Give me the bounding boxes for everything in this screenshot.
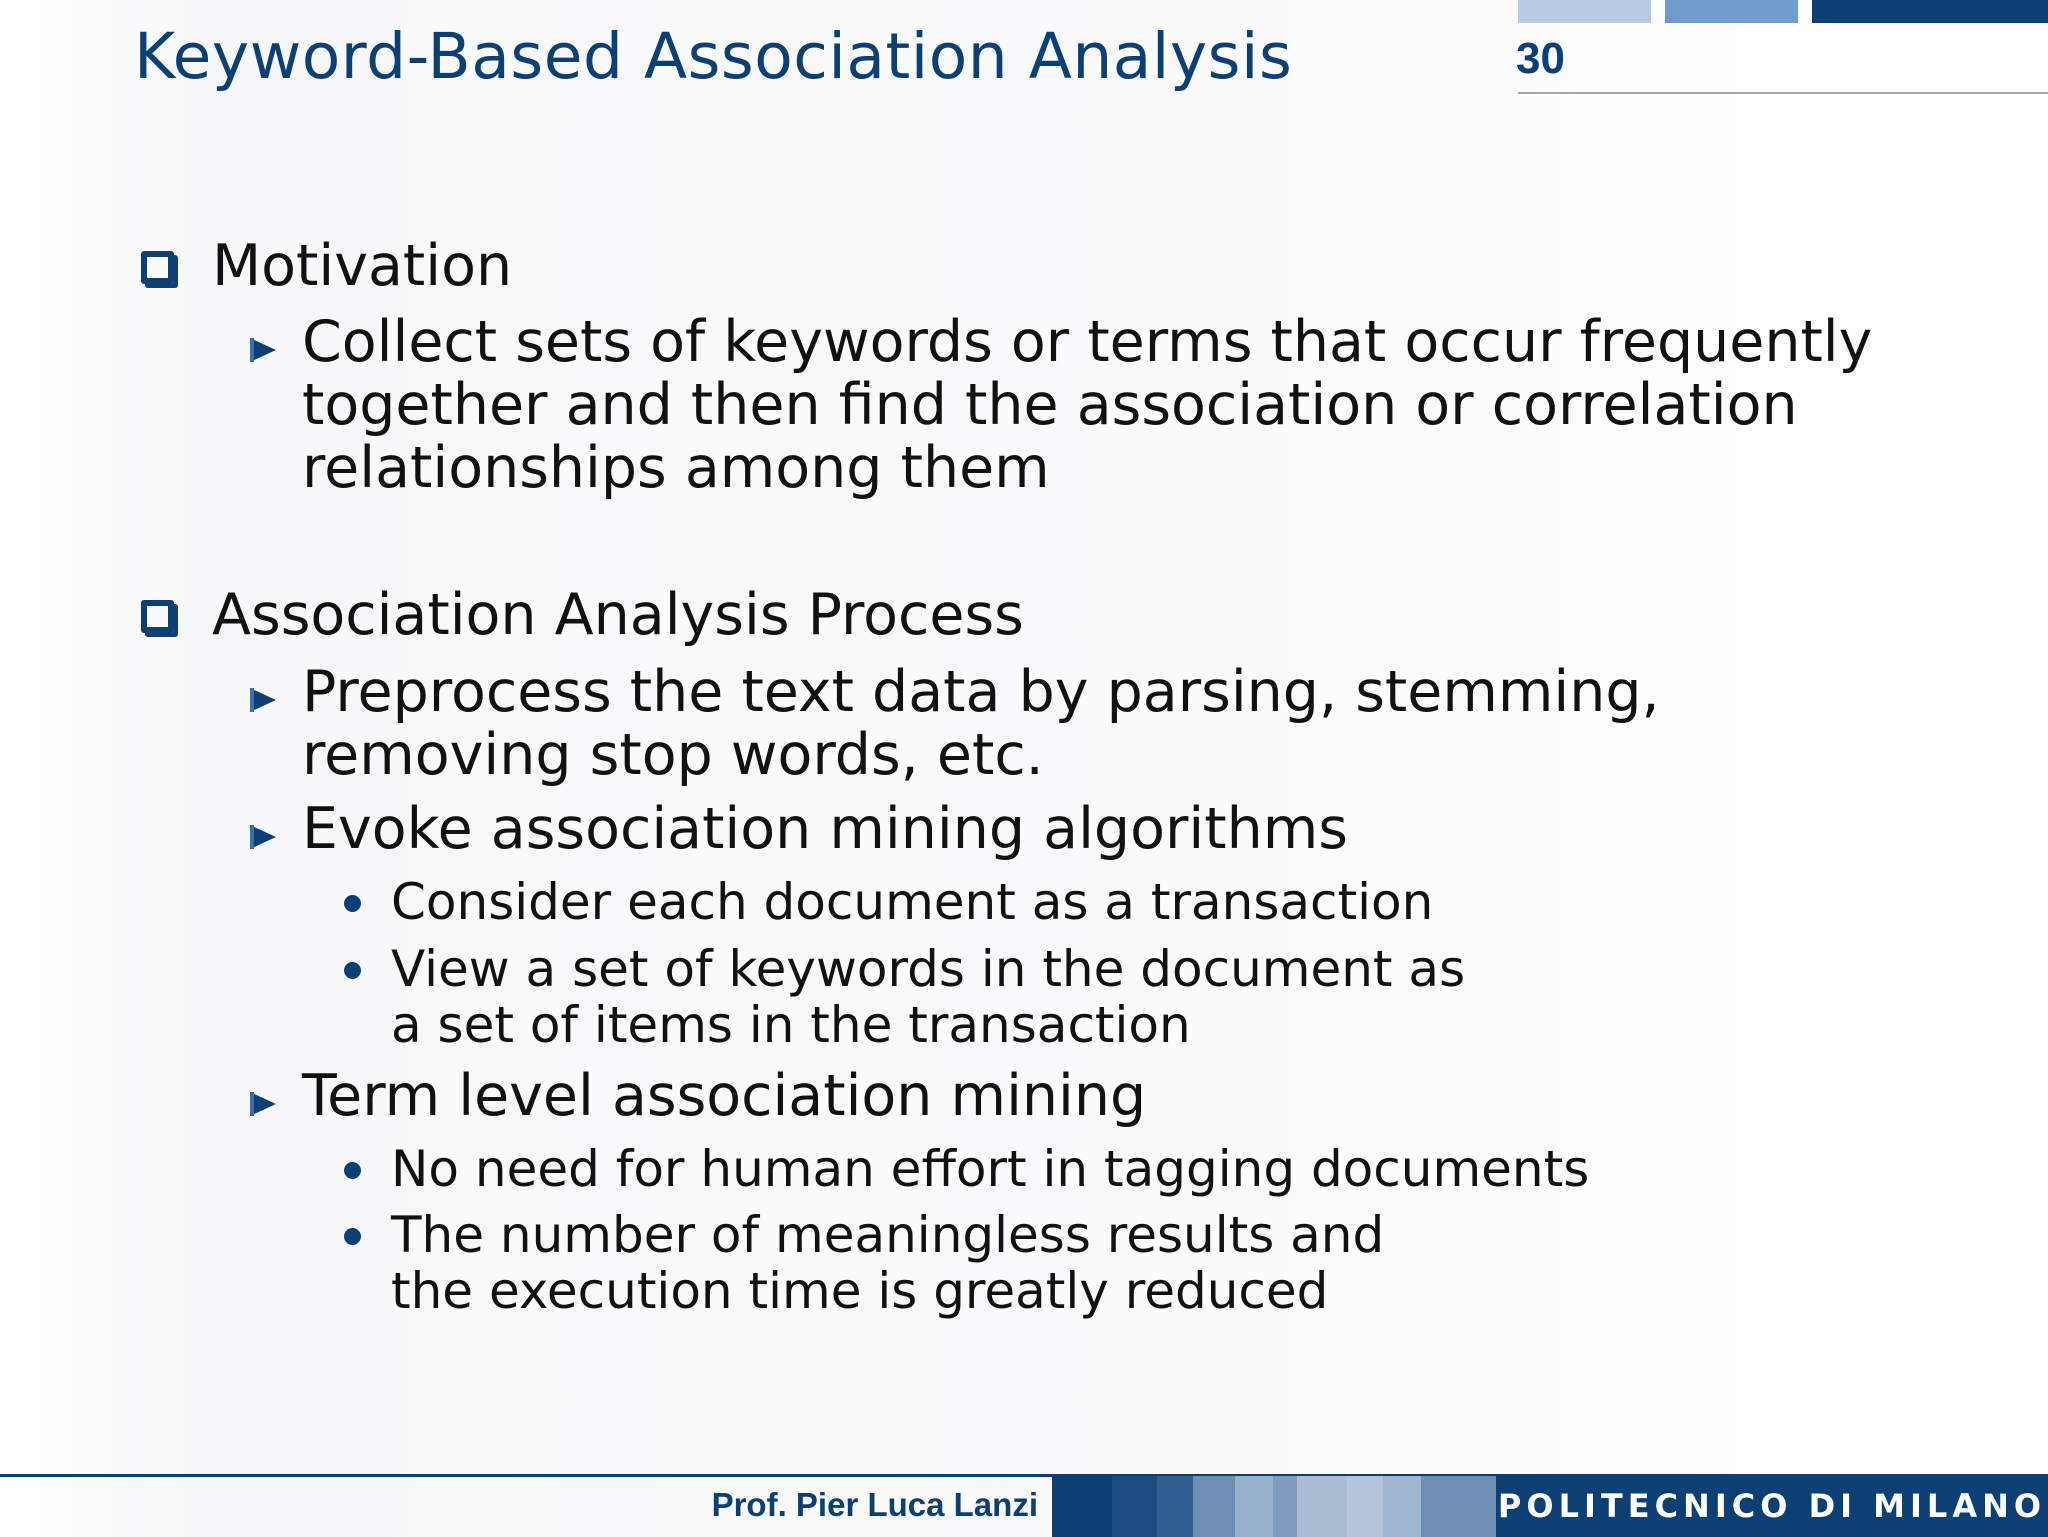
triangle-arrow-icon bbox=[248, 823, 278, 851]
triangle-arrow-icon bbox=[248, 1090, 278, 1118]
section-heading-process: Association Analysis Process bbox=[212, 582, 1024, 648]
footer-gradient-block bbox=[1347, 1476, 1383, 1537]
subbullet-line: The number of meaningless results and bbox=[391, 1206, 1385, 1264]
footer-gradient-block bbox=[1297, 1476, 1347, 1537]
footer-gradient-block bbox=[1112, 1476, 1157, 1537]
square-checkbox-icon bbox=[141, 251, 174, 284]
bullet-line: relationships among them bbox=[302, 435, 1050, 501]
subbullet-line: Consider each document as a transaction bbox=[391, 873, 1434, 931]
dot-icon bbox=[344, 1162, 361, 1179]
bullet-line: Collect sets of keywords or terms that occur frequently bbox=[302, 309, 1873, 375]
footer-gradient-block bbox=[1421, 1476, 1496, 1537]
subbullet-line: View a set of keywords in the document as bbox=[391, 940, 1466, 998]
header-decoration-dark bbox=[1812, 0, 2048, 23]
slide-title: Keyword-Based Association Analysis bbox=[134, 20, 1293, 93]
bullet-line: Preprocess the text data by parsing, stemming, bbox=[302, 659, 1660, 725]
square-checkbox-icon bbox=[141, 600, 174, 633]
section-heading-motivation: Motivation bbox=[212, 233, 513, 299]
triangle-arrow-icon bbox=[248, 686, 278, 714]
bullet-evoke-mining bbox=[302, 798, 1348, 861]
institution-name: POLITECNICO DI MILANO bbox=[1496, 1476, 2048, 1537]
subbullet-no-human-effort bbox=[391, 1141, 1589, 1197]
subbullet-keywords-items bbox=[391, 941, 1465, 1053]
subbullet-line: a set of items in the transaction bbox=[391, 996, 1191, 1054]
subbullet-line: No need for human effort in tagging documents bbox=[391, 1140, 1590, 1198]
subbullet-document-transaction bbox=[391, 874, 1433, 930]
page-number: 30 bbox=[1516, 34, 1565, 83]
author-name: Prof. Pier Luca Lanzi bbox=[711, 1486, 1038, 1523]
bullet-term-level bbox=[302, 1065, 1146, 1128]
footer-gradient-block bbox=[1273, 1476, 1297, 1537]
footer-gradient-block bbox=[1235, 1476, 1273, 1537]
footer-gradient-block bbox=[1052, 1476, 1112, 1537]
bullet-line: Term level association mining bbox=[302, 1063, 1147, 1129]
footer-gradient-block bbox=[1157, 1476, 1193, 1537]
header-decoration-medium bbox=[1665, 0, 1798, 23]
bullet-line: together and then find the association or correlation bbox=[302, 372, 1798, 438]
header-rule bbox=[1518, 92, 2048, 94]
bullet-line: removing stop words, etc. bbox=[302, 722, 1044, 788]
dot-icon bbox=[344, 1228, 361, 1245]
subbullet-line: the execution time is greatly reduced bbox=[391, 1262, 1329, 1320]
dot-icon bbox=[344, 895, 361, 912]
triangle-arrow-icon bbox=[248, 336, 278, 364]
bullet-preprocess bbox=[302, 661, 1660, 787]
bullet-collect-keywords bbox=[302, 311, 1872, 500]
header-decoration-light bbox=[1518, 0, 1651, 23]
bullet-line: Evoke association mining algorithms bbox=[302, 796, 1348, 862]
footer-gradient-block bbox=[1383, 1476, 1421, 1537]
subbullet-reduced-results bbox=[391, 1207, 1384, 1319]
dot-icon bbox=[344, 962, 361, 979]
footer-gradient-block bbox=[1193, 1476, 1235, 1537]
